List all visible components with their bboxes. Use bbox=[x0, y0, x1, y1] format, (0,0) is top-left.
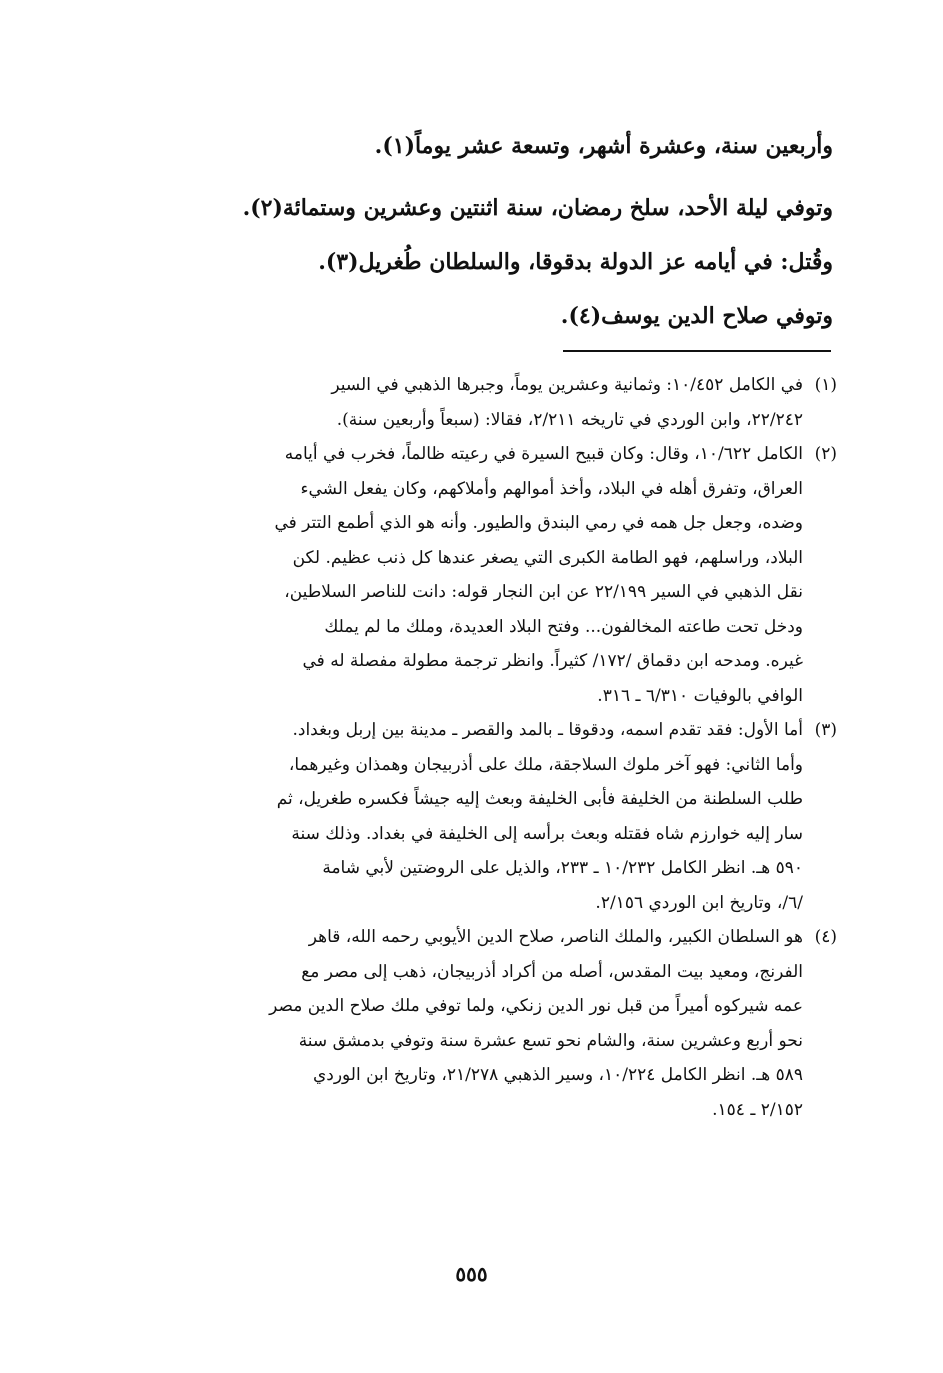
footnote-number: (١) bbox=[814, 375, 837, 395]
main-text-line-3 bbox=[113, 234, 833, 290]
footnote-line bbox=[107, 506, 837, 541]
footnote-text: ٢/١٥٢ ـ ١٥٤. bbox=[712, 1099, 803, 1120]
footnote-2 bbox=[107, 437, 837, 713]
footnote-line bbox=[107, 644, 837, 679]
footnote-line bbox=[107, 782, 837, 817]
footnote-text: أما الأول: فقد تقدم اسمه، ودقوقا ـ بالمد والقصر ـ مدينة بين إربل وبغداد. bbox=[292, 720, 803, 740]
footnote-line bbox=[107, 1058, 837, 1093]
page-number: ٥٥٥ bbox=[455, 1262, 488, 1286]
footnote-text: ٢٢/٢٤٢، وابن الوردي في تاريخه ٢/٢١١، فقالا: (سبعاً وأربعين سنة). bbox=[336, 409, 803, 430]
footnote-text: العراق، وتفرق أهله في البلاد، وأخذ أموالهم وأملاكهم، وكان يفعل الشيء bbox=[300, 478, 803, 499]
footnote-text: نحو أربع وعشرين سنة، والشام نحو تسع عشرة سنة وتوفي بدمشق سنة bbox=[298, 1030, 803, 1051]
footnote-number: (٤) bbox=[814, 927, 837, 947]
footnote-separator bbox=[563, 350, 831, 352]
footnote-text: ٥٩٠ هـ. انظر الكامل ١٠/٢٣٢ ـ ٢٣٣، والذيل على الروضتين لأبي شامة bbox=[322, 858, 803, 878]
footnote-text: في الكامل ١٠/٤٥٢: وثمانية وعشرين يوماً، وجبرها الذهبي في السير bbox=[331, 375, 803, 395]
footnote-line bbox=[107, 1093, 837, 1128]
footnote-text: نقل الذهبي في السير ٢٢/١٩٩ عن ابن النجار قوله: دانت للناصر السلاطين، bbox=[284, 582, 803, 602]
main-text-line-1 bbox=[113, 118, 833, 174]
footnote-text: الكامل ١٠/٦٢٢، وقال: وكان قبيح السيرة في رعيته ظالماً، فخرب في أيامه bbox=[284, 444, 803, 464]
footnote-text: سار إليه خوارزم شاه فقتله وبعث برأسه إلى الخليفة في بغداد. وذلك سنة bbox=[291, 823, 803, 844]
footnote-text: عمه شيركوه أميراً من قبل نور الدين زنكي، ولما توفي ملك صلاح الدين مصر bbox=[269, 996, 803, 1016]
footnote-line bbox=[107, 437, 837, 472]
footnote-text: هو السلطان الكبير، والملك الناصر، صلاح الدين الأيوبي رحمه الله، قاهر bbox=[308, 927, 803, 947]
footnote-text: غيره. ومدحه ابن دقماق /١٧٢/ كثيراً. وانظر ترجمة مطولة مفصلة له في bbox=[302, 651, 803, 671]
footnote-text: ٥٨٩ هـ. انظر الكامل ١٠/٢٢٤، وسير الذهبي ٢١/٢٧٨، وتاريخ ابن الوردي bbox=[312, 1065, 803, 1085]
footnote-line bbox=[107, 817, 837, 852]
footnote-line bbox=[107, 541, 837, 576]
footnote-line bbox=[107, 920, 837, 955]
footnote-4 bbox=[107, 920, 837, 1127]
footnote-text: طلب السلطنة من الخليفة فأبى الخليفة وبعث إليه جيشاً فكسره طغريل، ثم bbox=[276, 789, 803, 809]
main-text-line-2-content: وتوفي ليلة الأحد، سلخ رمضان، سنة اثنتين وعشرين وستمائة(٢). bbox=[242, 195, 833, 221]
footnote-line bbox=[107, 1024, 837, 1059]
footnote-text: البلاد، وراسلهم، فهو الطامة الكبرى التي يصغر عندها كل ذنب عظيم. لكن bbox=[292, 547, 803, 568]
main-text-line-3-content: وقُتل: في أيامه عز الدولة بدقوقا، والسلطان طُغريل(٣). bbox=[318, 249, 833, 275]
footnote-line bbox=[107, 368, 837, 403]
footnote-line bbox=[107, 472, 837, 507]
footnote-text: الفرنج، ومعيد بيت المقدس، أصله من أكراد أذربيجان، ذهب إلى مصر مع bbox=[301, 961, 803, 982]
footnote-text: الوافي بالوفيات ٦/٣١٠ ـ ٣١٦. bbox=[597, 685, 803, 706]
footnote-text: ودخل تحت طاعته المخالفون... وفتح البلاد العديدة، وملك ما لم يملك bbox=[324, 616, 803, 637]
footnote-text: /٦/، وتاريخ ابن الوردي ٢/١٥٦. bbox=[595, 892, 803, 913]
main-text-line-1-content: وأربعين سنة، وعشرة أشهر، وتسعة عشر يوماً(١). bbox=[374, 133, 833, 159]
main-text-line-4 bbox=[113, 288, 833, 344]
footnote-1 bbox=[107, 368, 837, 437]
footnote-number: (٣) bbox=[814, 720, 837, 740]
footnote-text: وأما الثاني: فهو آخر ملوك السلاجقة، ملك على أذربيجان وهمذان وغيرهما، bbox=[288, 754, 803, 775]
footnote-line bbox=[107, 748, 837, 783]
footnote-line bbox=[107, 575, 837, 610]
footnote-number: (٢) bbox=[814, 444, 837, 464]
footnotes-section bbox=[107, 368, 837, 1127]
footnote-3 bbox=[107, 713, 837, 920]
main-text-line-2 bbox=[113, 180, 833, 236]
footnote-line bbox=[107, 403, 837, 438]
footnote-line bbox=[107, 713, 837, 748]
footnote-line bbox=[107, 955, 837, 990]
footnote-line bbox=[107, 851, 837, 886]
footnote-line bbox=[107, 610, 837, 645]
footnote-line bbox=[107, 989, 837, 1024]
footnote-line bbox=[107, 886, 837, 921]
main-text-line-4-content: وتوفي صلاح الدين يوسف(٤). bbox=[560, 303, 833, 329]
footnote-text: وضده، وجعل جل همه في رمي البندق والطيور. وأنه هو الذي أطمع التتر في bbox=[274, 513, 803, 533]
footnote-line bbox=[107, 679, 837, 714]
